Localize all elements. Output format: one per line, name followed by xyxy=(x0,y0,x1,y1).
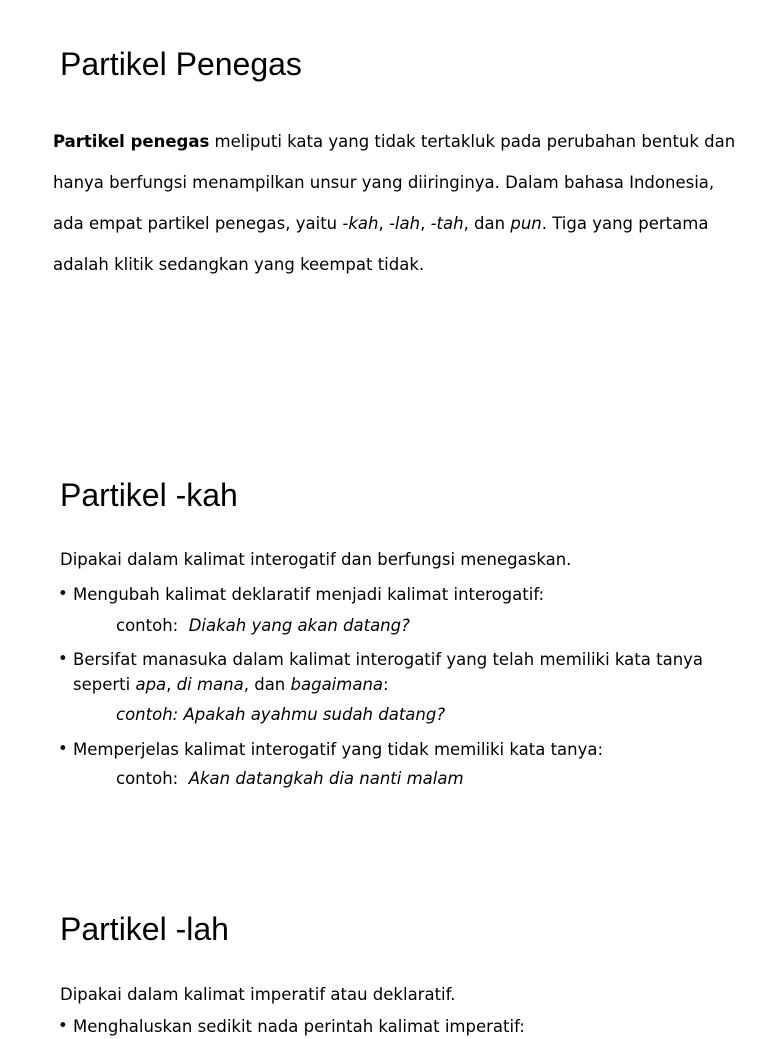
section-title-penegas: Partikel Penegas xyxy=(60,46,302,82)
intro-sep-2: , xyxy=(420,214,431,233)
kah-bullet-2-tail: : xyxy=(383,675,389,694)
intro-kah: -kah xyxy=(342,214,379,233)
kah-example-2 xyxy=(116,705,445,724)
lah-bullet-1-text: Menghaluskan sedikit nada perintah kalimat imperatif: xyxy=(73,1017,525,1036)
kah-word-bagaimana: bagaimana xyxy=(290,675,384,694)
kah-example-1-label: contoh: xyxy=(116,616,179,635)
kah-bullet-2-lead: Bersifat manasuka dalam kalimat interogatif yang telah memiliki kata tanya seperti xyxy=(73,650,704,694)
intro-sep-3: , dan xyxy=(463,214,511,233)
kah-example-1 xyxy=(116,616,410,635)
kah-bullet-2-sep-1: , xyxy=(166,675,177,694)
lah-bullet-1-marker: • xyxy=(58,1016,68,1035)
kah-bullet-3-marker: • xyxy=(58,739,68,758)
lah-description: Dipakai dalam kalimat imperatif atau deklaratif. xyxy=(60,985,456,1004)
kah-description: Dipakai dalam kalimat interogatif dan berfungsi menegaskan. xyxy=(60,550,572,569)
intro-pun: pun xyxy=(510,214,542,233)
intro-text-1: meliputi kata yang tidak tertakluk pada perubahan bentuk dan hanya berfungsi menampilkan unsur yang diiringinya. Dalam bahasa Indonesia, ada empat partikel penegas, yaitu xyxy=(53,132,736,233)
intro-bold-term: Partikel penegas xyxy=(53,132,210,151)
intro-sep-1: , xyxy=(378,214,389,233)
kah-bullet-3-text: Memperjelas kalimat interogatif yang tidak memiliki kata tanya: xyxy=(73,740,604,759)
kah-example-3-text: Akan datangkah dia nanti malam xyxy=(188,769,464,788)
kah-bullet-1-text: Mengubah kalimat deklaratif menjadi kalimat interogatif: xyxy=(73,585,545,604)
kah-example-3-label: contoh: xyxy=(116,769,179,788)
kah-bullet-2-text xyxy=(73,647,733,697)
intro-lah: -lah xyxy=(388,214,421,233)
intro-text-2: . Tiga yang pertama adalah klitik sedangkan yang keempat tidak. xyxy=(53,214,709,274)
section-title-kah: Partikel -kah xyxy=(60,477,238,513)
intro-paragraph xyxy=(53,121,743,285)
kah-word-apa: apa xyxy=(135,675,167,694)
kah-example-2-text: contoh: Apakah ayahmu sudah datang? xyxy=(116,705,446,724)
kah-bullet-1-marker: • xyxy=(58,584,68,603)
kah-bullet-2-marker: • xyxy=(58,649,68,668)
kah-word-di-mana: di mana xyxy=(176,675,244,694)
section-title-lah: Partikel -lah xyxy=(60,911,229,947)
kah-example-3 xyxy=(116,769,464,788)
kah-example-1-text: Diakah yang akan datang? xyxy=(188,616,410,635)
intro-tah: -tah xyxy=(430,214,464,233)
kah-bullet-2-sep-2: , dan xyxy=(243,675,291,694)
